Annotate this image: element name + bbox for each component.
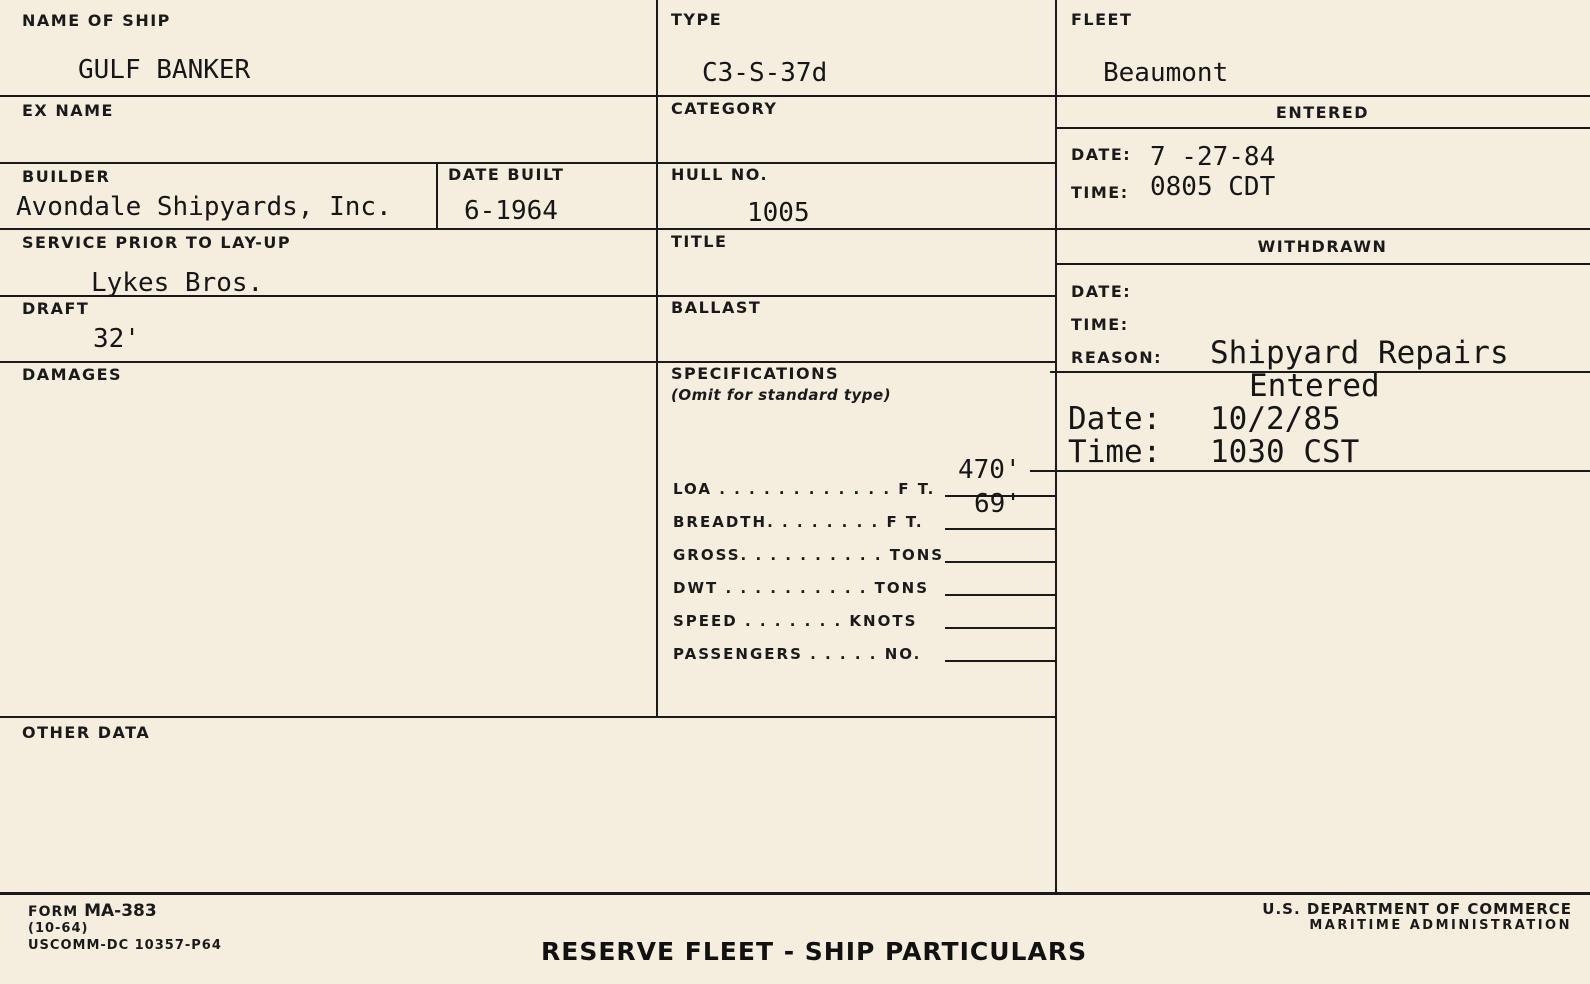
form-date: (10-64) bbox=[28, 921, 89, 936]
reentered-time-value: 1030 CST bbox=[1210, 434, 1360, 470]
hull-no-value: 1005 bbox=[747, 198, 810, 228]
spec-label-dwt: DWT . . . . . . . . . . TONS bbox=[673, 579, 929, 597]
specifications-label: SPECIFICATIONS bbox=[671, 364, 840, 383]
spec-label-gross: GROSS. . . . . . . . . . TONS bbox=[673, 546, 945, 564]
ship-type-value: C3-S-37d bbox=[702, 58, 828, 88]
service-prior-label: SERVICE PRIOR TO LAY-UP bbox=[22, 233, 292, 252]
rule bbox=[1055, 127, 1590, 129]
entered-time-value: 0805 CDT bbox=[1150, 172, 1276, 202]
spec-line-passengers bbox=[945, 660, 1055, 662]
builder-value: Avondale Shipyards, Inc. bbox=[16, 192, 392, 222]
type-label: TYPE bbox=[671, 10, 723, 29]
spec-label-passengers: PASSENGERS . . . . . NO. bbox=[673, 645, 922, 663]
spec-label-loa: LOA . . . . . . . . . . . . F T. bbox=[673, 480, 936, 498]
spec-line-gross bbox=[945, 561, 1055, 563]
withdrawn-time-label: TIME: bbox=[1071, 315, 1129, 334]
ship-name-value: GULF BANKER bbox=[78, 55, 251, 85]
form-prefix: FORM bbox=[28, 904, 79, 920]
spec-line-dwt bbox=[945, 594, 1055, 596]
spec-label-breadth: BREADTH. . . . . . . . F T. bbox=[673, 513, 924, 531]
ex-name-label: EX NAME bbox=[22, 101, 114, 120]
rule bbox=[0, 228, 1590, 230]
fleet-label: FLEET bbox=[1071, 10, 1133, 29]
entered-time-label: TIME: bbox=[1071, 183, 1129, 202]
rule bbox=[0, 892, 1590, 895]
rule bbox=[0, 361, 1055, 363]
rule bbox=[1055, 0, 1057, 893]
entered-date-value: 7 -27-84 bbox=[1150, 142, 1276, 172]
rule bbox=[0, 162, 1055, 164]
rule bbox=[1050, 470, 1590, 472]
reentered-heading: Entered bbox=[1249, 368, 1380, 404]
spec-connector-line bbox=[1030, 470, 1055, 472]
form-id: MA-383 bbox=[84, 901, 157, 921]
builder-label: BUILDER bbox=[22, 167, 111, 186]
rule bbox=[1055, 263, 1590, 265]
ballast-label: BALLAST bbox=[671, 298, 762, 317]
withdrawn-reason-value: Shipyard Repairs bbox=[1210, 335, 1509, 371]
withdrawn-heading: WITHDRAWN bbox=[1257, 237, 1388, 256]
spec-line-breadth bbox=[945, 528, 1055, 530]
entered-heading: ENTERED bbox=[1275, 103, 1370, 122]
rule bbox=[436, 162, 438, 228]
spec-line-speed bbox=[945, 627, 1055, 629]
date-built-value: 6-1964 bbox=[464, 196, 558, 226]
form-number bbox=[28, 901, 157, 921]
department-line-1: U.S. DEPARTMENT OF COMMERCE bbox=[1262, 900, 1572, 918]
fleet-value: Beaumont bbox=[1103, 58, 1229, 88]
service-prior-value: Lykes Bros. bbox=[91, 268, 264, 298]
reentered-date-value: 10/2/85 bbox=[1210, 401, 1341, 437]
form-title: RESERVE FLEET - SHIP PARTICULARS bbox=[541, 937, 1088, 966]
name-of-ship-label: NAME OF SHIP bbox=[22, 11, 171, 30]
title-label: TITLE bbox=[671, 232, 728, 251]
withdrawn-date-label: DATE: bbox=[1071, 282, 1132, 301]
rule bbox=[0, 95, 1590, 97]
department-line-2: MARITIME ADMINISTRATION bbox=[1309, 918, 1572, 933]
breadth-value: 69' bbox=[974, 489, 1021, 519]
date-built-label: DATE BUILT bbox=[448, 165, 565, 184]
reentered-date-label: Date: bbox=[1068, 401, 1162, 437]
rule bbox=[0, 716, 1055, 718]
draft-value: 32' bbox=[93, 324, 140, 354]
draft-label: DRAFT bbox=[22, 299, 90, 318]
spec-label-speed: SPEED . . . . . . . KNOTS bbox=[673, 612, 918, 630]
category-label: CATEGORY bbox=[671, 99, 778, 118]
hull-no-label: HULL NO. bbox=[671, 165, 769, 184]
entered-date-label: DATE: bbox=[1071, 145, 1132, 164]
damages-label: DAMAGES bbox=[22, 365, 123, 384]
loa-value: 470' bbox=[958, 455, 1021, 485]
withdrawn-reason-label: REASON: bbox=[1071, 348, 1163, 367]
other-data-label: OTHER DATA bbox=[22, 723, 151, 742]
gpo-code: USCOMM-DC 10357-P64 bbox=[28, 938, 222, 953]
rule bbox=[656, 0, 658, 716]
reentered-time-label: Time: bbox=[1068, 434, 1162, 470]
specifications-note: (Omit for standard type) bbox=[671, 386, 892, 404]
